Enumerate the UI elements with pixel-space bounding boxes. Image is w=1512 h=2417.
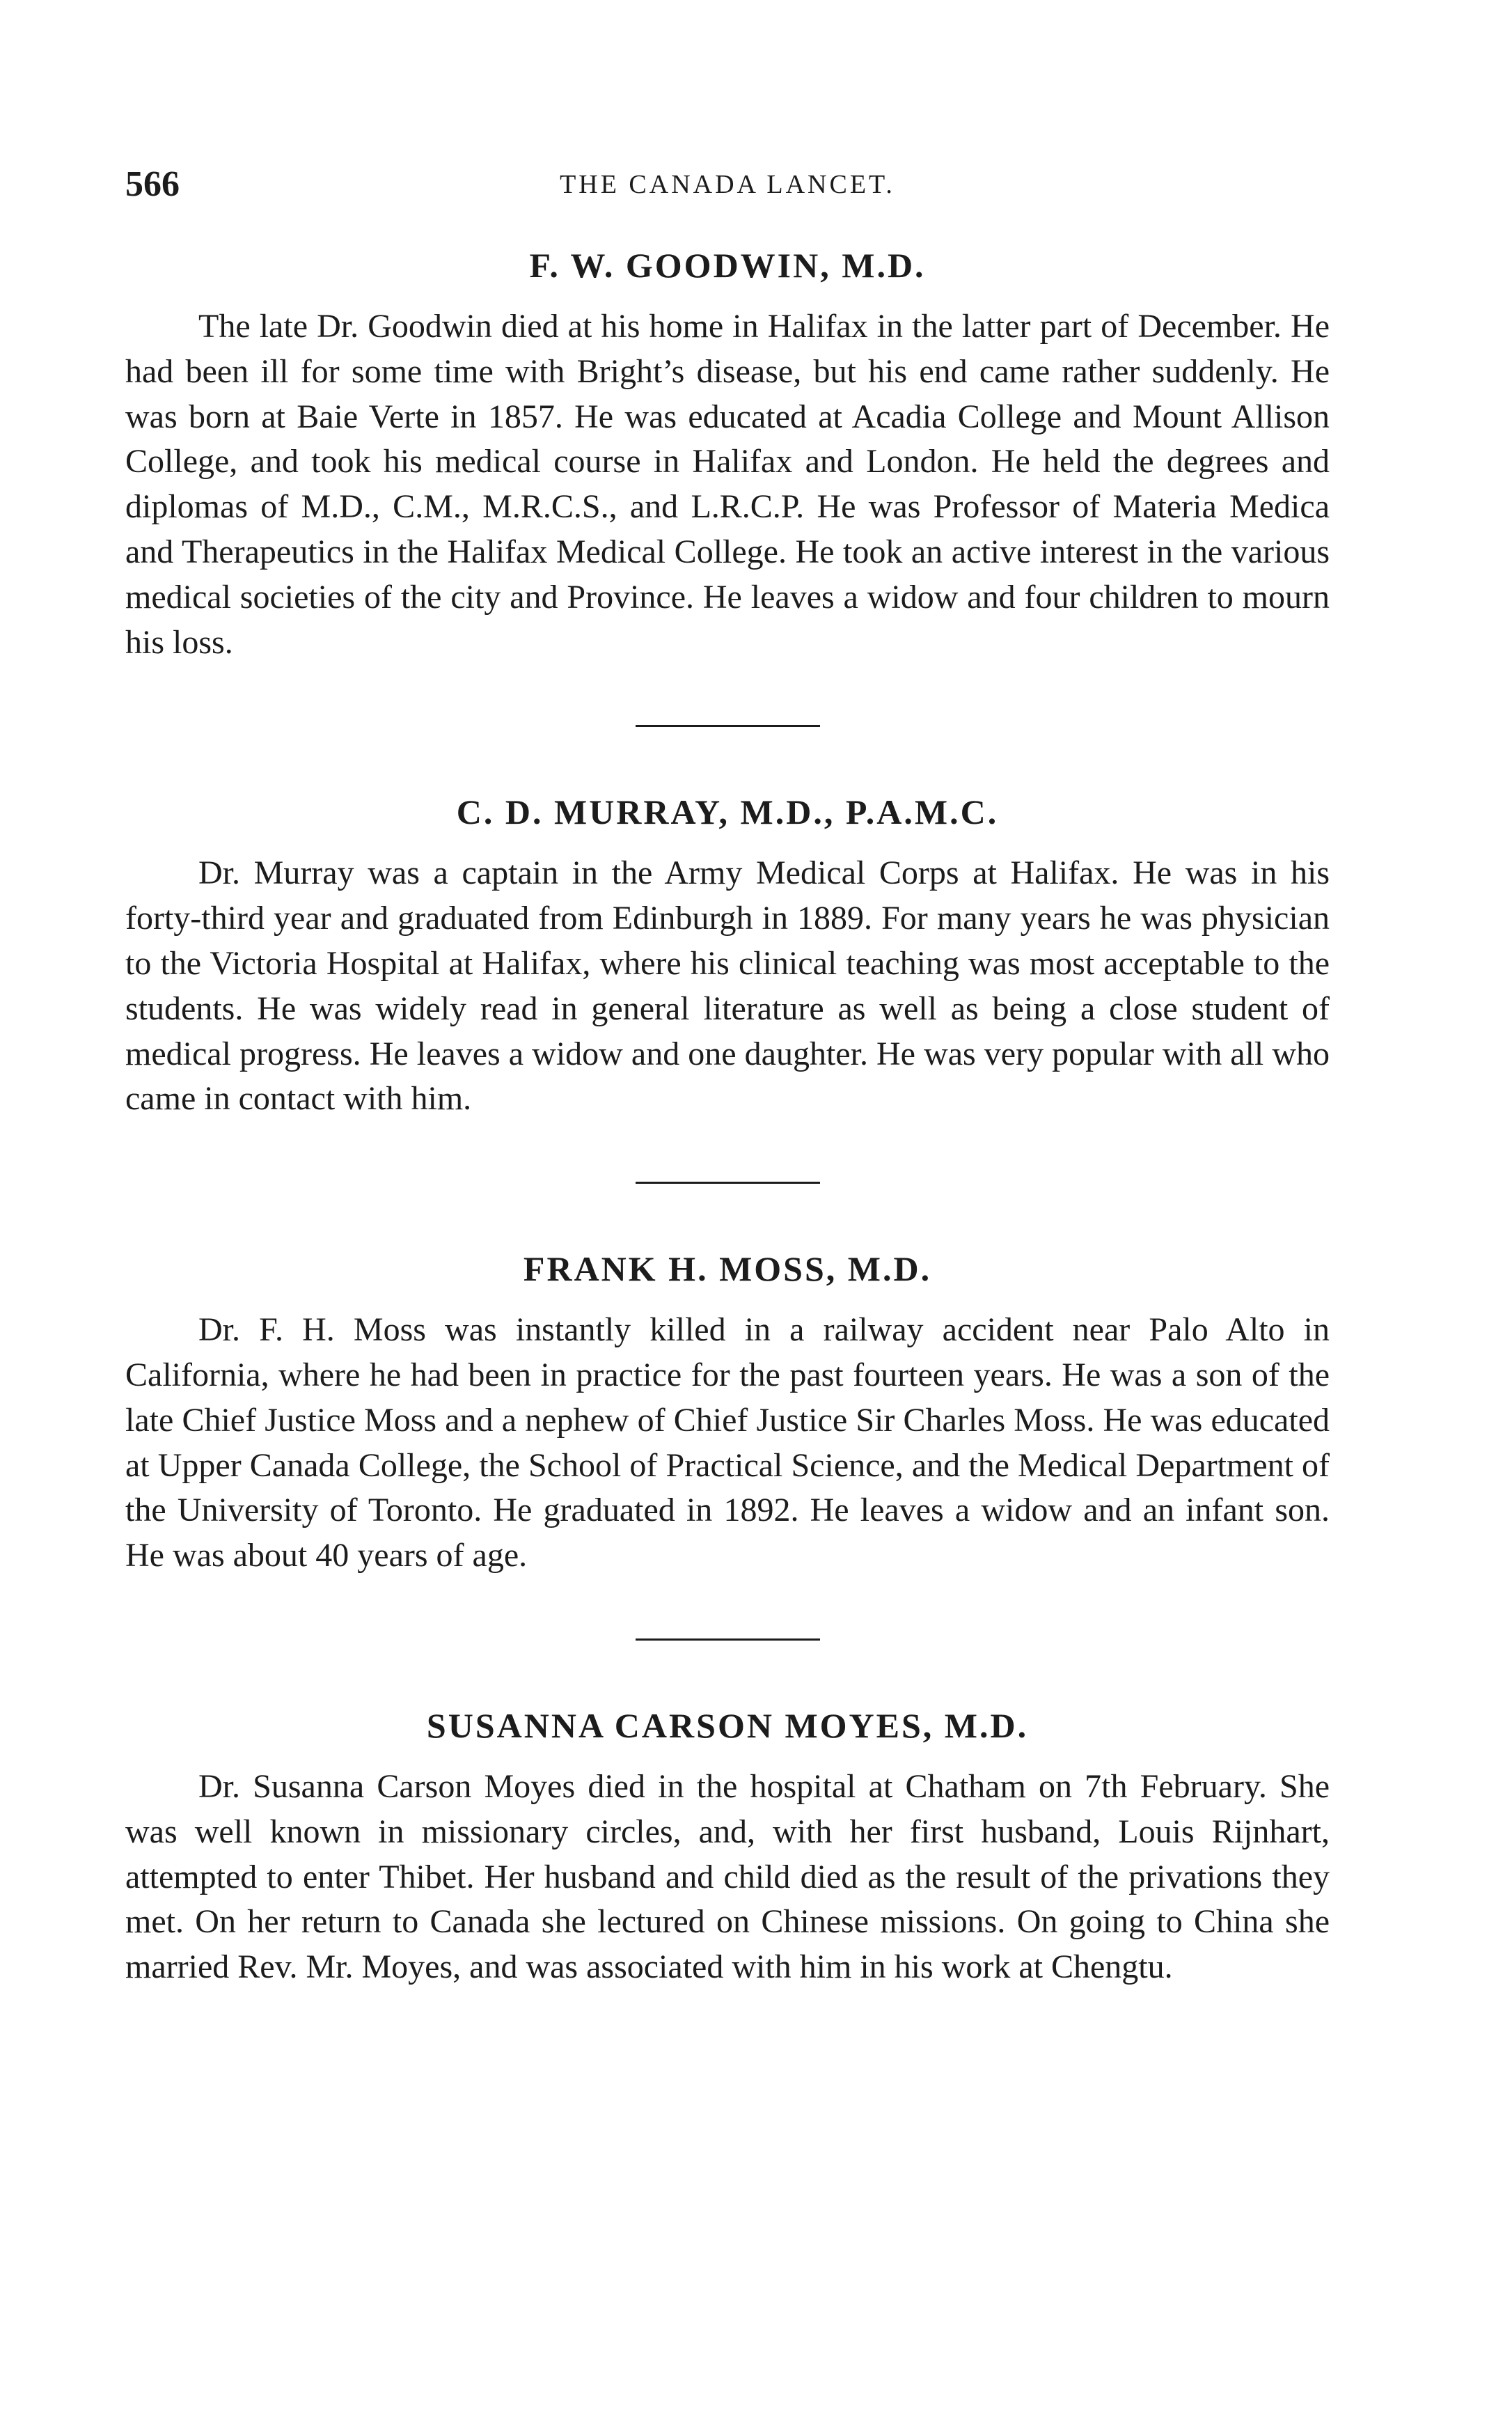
obituary-moyes: [125, 1700, 1330, 1990]
running-head: [125, 160, 1330, 209]
obituary-text: The late Dr. Goodwin died at his home in Halifax in the latter part of December. He had been ill for some time with Bright’s disease, but his end came rather suddenly. He was born at Baie Verte in 1857. He was educated at Acadia College and Mount Allison College, and took his medical course in Halifax and London. He held the degrees and diplomas of M.D., C.M., M.R.C.S., and L.R.C.P. He was Professor of Materia Medica and Therapeutics in the Halifax Medical College. He took an active interest in the various medical societies of the city and Province. He leaves a widow and four children to mourn his loss.: [125, 308, 1330, 661]
obituary-text: Dr. F. H. Moss was instantly killed in a railway accident near Palo Alto in California, where he had been in practice for the past fourteen years. He was a son of the late Chief Justice Moss and a nephew of Chief Justice Sir Charles Moss. He was educated at Upper Canada College, the School of Practical Science, and the Medical Department of the University of Toronto. He graduated in 1892. He leaves a widow and an infant son. He was about 40 years of age.: [125, 1311, 1330, 1574]
obituary-heading: C. D. MURRAY, M.D., P.A.M.C.: [456, 792, 999, 832]
obituary-murray: [125, 787, 1330, 1122]
section-divider: [636, 725, 820, 727]
journal-title: THE CANADA LANCET.: [560, 170, 895, 199]
page-number: 566: [125, 164, 180, 204]
obituary-heading: F. W. GOODWIN, M.D.: [529, 246, 926, 285]
obituary-heading: SUSANNA CARSON MOYES, M.D.: [426, 1705, 1029, 1745]
obituary-text: Dr. Susanna Carson Moyes died in the hospital at Chatham on 7th February. She was well known in missionary circles, and, with her first husband, Louis Rijnhart, attempted to enter Thibet. Her husband and child died as the result of the privations they met. On her return to Canada she lectured on Chinese missions. On going to China she married Rev. Mr. Moyes, and was associated with him in his work at Chengtu.: [125, 1767, 1330, 1986]
obituary-heading: FRANK H. MOSS, M.D.: [523, 1249, 932, 1289]
obituary-moss: [125, 1244, 1330, 1579]
obituary-goodwin: [125, 240, 1330, 665]
section-divider: [636, 1182, 820, 1184]
obituary-text: Dr. Murray was a captain in the Army Medical Corps at Halifax. He was in his forty-third year and graduated from Edinburgh in 1889. For many years he was physician to the Victoria Hospital at Halifax, where his clinical teaching was most acceptable to the students. He was widely read in general literature as well as being a close student of medical progress. He leaves a widow and one daughter. He was very popular with all who came in contact with him.: [125, 854, 1330, 1118]
section-divider: [636, 1638, 820, 1641]
page-content: [125, 240, 1330, 1990]
